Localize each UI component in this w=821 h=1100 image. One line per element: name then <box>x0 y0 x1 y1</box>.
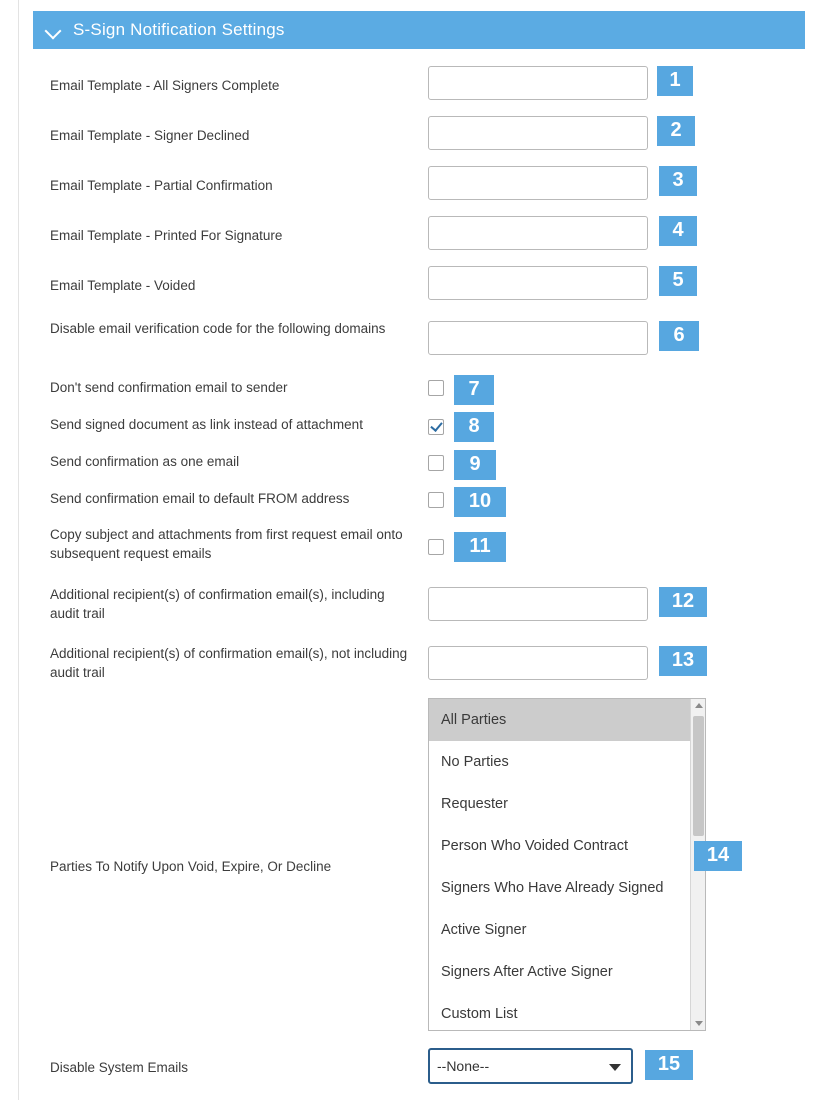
label-copy-subject-and-attachments: Copy subject and attachments from first request email onto subsequent request emails <box>50 527 403 561</box>
badge-12: 12 <box>659 587 707 617</box>
label-send-signed-document-as-link: Send signed document as link instead of attachment <box>50 417 363 432</box>
label-additional-recipients-not-including-audit-trail: Additional recipient(s) of confirmation email(s), not including audit trail <box>50 646 408 680</box>
chevron-down-icon[interactable] <box>45 21 63 39</box>
input-email-template-printed-for-signature[interactable] <box>428 216 648 250</box>
badge-7: 7 <box>454 375 494 405</box>
badge-6: 6 <box>659 321 699 351</box>
list-item[interactable]: Custom List <box>441 1006 518 1022</box>
list-item[interactable]: No Parties <box>441 754 509 770</box>
label-disable-email-verification-code-domains: Disable email verification code for the following domains <box>50 321 386 336</box>
listbox-parties-to-notify[interactable] <box>428 698 706 1031</box>
panel-right-divider <box>805 0 806 1100</box>
badge-4: 4 <box>659 216 697 246</box>
label-dont-send-confirmation-email-to-sender: Don't send confirmation email to sender <box>50 380 288 395</box>
listbox-options <box>429 699 691 1031</box>
label-send-confirmation-email-to-default-from-address: Send confirmation email to default FROM address <box>50 491 350 506</box>
label-send-confirmation-as-one-email: Send confirmation as one email <box>50 454 240 469</box>
input-email-template-voided[interactable] <box>428 266 648 300</box>
badge-13: 13 <box>659 646 707 676</box>
label-disable-system-emails: Disable System Emails <box>50 1060 189 1075</box>
label-email-template-all-signers-complete: Email Template - All Signers Complete <box>50 78 280 93</box>
select-disable-system-emails[interactable] <box>428 1048 633 1084</box>
badge-3: 3 <box>659 166 697 196</box>
chevron-down-icon[interactable] <box>609 1064 621 1071</box>
label-additional-recipients-including-audit-trail: Additional recipient(s) of confirmation email(s), including audit trail <box>50 587 385 621</box>
badge-5: 5 <box>659 266 697 296</box>
input-email-template-partial-confirmation[interactable] <box>428 166 648 200</box>
badge-15: 15 <box>645 1050 693 1080</box>
label-email-template-partial-confirmation: Email Template - Partial Confirmation <box>50 178 273 193</box>
section-header-s-sign-notification-settings[interactable] <box>33 11 805 49</box>
label-parties-to-notify: Parties To Notify Upon Void, Expire, Or Decline <box>50 859 332 874</box>
input-additional-recipients-including-audit-trail[interactable] <box>428 587 648 621</box>
list-item[interactable]: Person Who Voided Contract <box>441 838 628 854</box>
input-disable-email-verification-code-domains[interactable] <box>428 321 648 355</box>
list-item[interactable]: Signers Who Have Already Signed <box>441 880 664 896</box>
badge-8: 8 <box>454 412 494 442</box>
scroll-up-arrow-icon[interactable] <box>691 699 706 714</box>
label-email-template-printed-for-signature: Email Template - Printed For Signature <box>50 228 283 243</box>
panel-left-divider <box>18 0 19 1100</box>
badge-9: 9 <box>454 450 496 480</box>
input-email-template-signer-declined[interactable] <box>428 116 648 150</box>
list-item[interactable]: All Parties <box>429 699 691 741</box>
input-additional-recipients-not-including-audit-trail[interactable] <box>428 646 648 680</box>
list-item[interactable]: Requester <box>441 796 508 812</box>
checkbox-copy-subject-and-attachments[interactable] <box>428 539 444 555</box>
select-value: --None-- <box>437 1058 490 1074</box>
section-title: S-Sign Notification Settings <box>73 20 285 39</box>
input-email-template-all-signers-complete[interactable] <box>428 66 648 100</box>
checkbox-send-confirmation-as-one-email[interactable] <box>428 455 444 471</box>
badge-1: 1 <box>657 66 693 96</box>
scroll-down-arrow-icon[interactable] <box>691 1015 706 1030</box>
badge-14: 14 <box>694 841 742 871</box>
badge-11: 11 <box>454 532 506 562</box>
scrollbar-thumb[interactable] <box>693 716 704 836</box>
badge-2: 2 <box>657 116 695 146</box>
checkbox-dont-send-confirmation-email-to-sender[interactable] <box>428 380 444 396</box>
badge-10: 10 <box>454 487 506 517</box>
list-item[interactable]: Active Signer <box>441 922 527 938</box>
checkbox-send-signed-document-as-link[interactable] <box>428 419 444 435</box>
label-email-template-signer-declined: Email Template - Signer Declined <box>50 128 250 143</box>
list-item[interactable]: Signers After Active Signer <box>441 964 613 980</box>
checkbox-send-confirmation-email-to-default-from-address[interactable] <box>428 492 444 508</box>
label-email-template-voided: Email Template - Voided <box>50 278 196 293</box>
